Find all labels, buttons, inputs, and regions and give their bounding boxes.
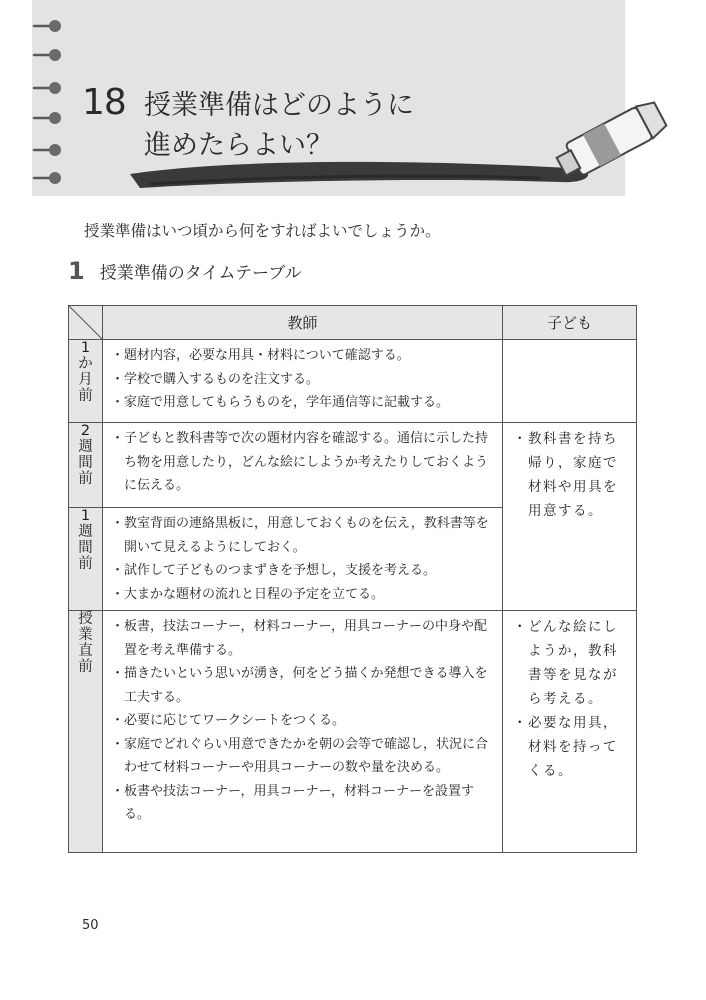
child-cell (503, 423, 637, 611)
list-item: ・ 家庭で用意してもらうものを，学年通信等に記載する。 (111, 395, 450, 410)
binder-rings-illustration (0, 0, 80, 200)
section-title: 授業準備のタイムテーブル (99, 263, 302, 284)
list-item: ・ 題材内容，必要な用具・材料について確認する。 (111, 348, 410, 363)
row-label: 1週間前 (69, 508, 103, 611)
section-heading (68, 257, 302, 285)
row-label: 授業直前 (69, 611, 103, 853)
chapter-title-line-2: 進めたらよい？ (144, 130, 333, 161)
list-item: ・ 必要に応じてワークシートをつくる。 (111, 713, 346, 728)
header-teacher: 教師 (103, 306, 503, 340)
child-cell (503, 611, 637, 853)
table-row (69, 423, 637, 508)
teacher-cell (103, 340, 503, 423)
list-item: ・ 板書や技法コーナー，用具コーナー，材料コーナーを設置する。 (111, 783, 474, 822)
teacher-cell (103, 423, 503, 508)
header-child: 子ども (503, 306, 637, 340)
page-number: 50 (82, 918, 99, 933)
list-item: ・ 試作して子どものつまずきを予想し，支援を考える。 (111, 563, 437, 578)
list-item: ・ 家庭でどれぐらい用意できたかを朝の会等で確認し，状況に合わせて材料コーナーや用具コーナーの数や量を決める。 (111, 736, 489, 775)
list-item: ・ 板書，技法コーナー，材料コーナー，用具コーナーの中身や配置を考え準備する。 (111, 619, 487, 658)
teacher-cell (103, 508, 503, 611)
corner-cell (69, 306, 103, 340)
list-item: ・ 教科書を持ち帰り，家庭で材料や用具を用意する。 (513, 431, 618, 519)
list-item: ・ 子どもと教科書等で次の題材内容を確認する。通信に示した持ち物を用意したり，どんな絵にしようか考えたりしておくように伝える。 (111, 431, 489, 493)
table-row (69, 611, 637, 853)
chapter-number: 18 (82, 82, 126, 123)
timetable (68, 305, 637, 853)
chapter-title-line-1: 授業準備はどのように (144, 90, 414, 121)
chapter-title (144, 86, 414, 166)
list-item: ・ どんな絵にしようか，教科書等を見ながら考える。 (513, 619, 618, 707)
row-label: 2週間前 (69, 423, 103, 508)
table-header-row (69, 306, 637, 340)
row-label: 1か月前 (69, 340, 103, 423)
table-row (69, 340, 637, 423)
section-number: 1 (68, 257, 85, 285)
child-cell-empty (503, 340, 637, 423)
intro-text: 授業準備はいつ頃から何をすればよいでしょうか。 (84, 222, 441, 240)
list-item: ・ 必要な用具，材料を持ってくる。 (513, 715, 618, 779)
list-item: ・ 学校で購入するものを注文する。 (111, 371, 320, 387)
list-item: ・ 描きたいという思いが湧き，何をどう描くか発想できる導入を工夫する。 (111, 666, 488, 705)
teacher-cell (103, 611, 503, 853)
list-item: ・ 教室背面の連絡黒板に，用意しておくものを伝え，教科書等を開いて見えるようにしておく。 (111, 516, 489, 555)
list-item: ・ 大まかな題材の流れと日程の予定を立てる。 (111, 586, 385, 602)
